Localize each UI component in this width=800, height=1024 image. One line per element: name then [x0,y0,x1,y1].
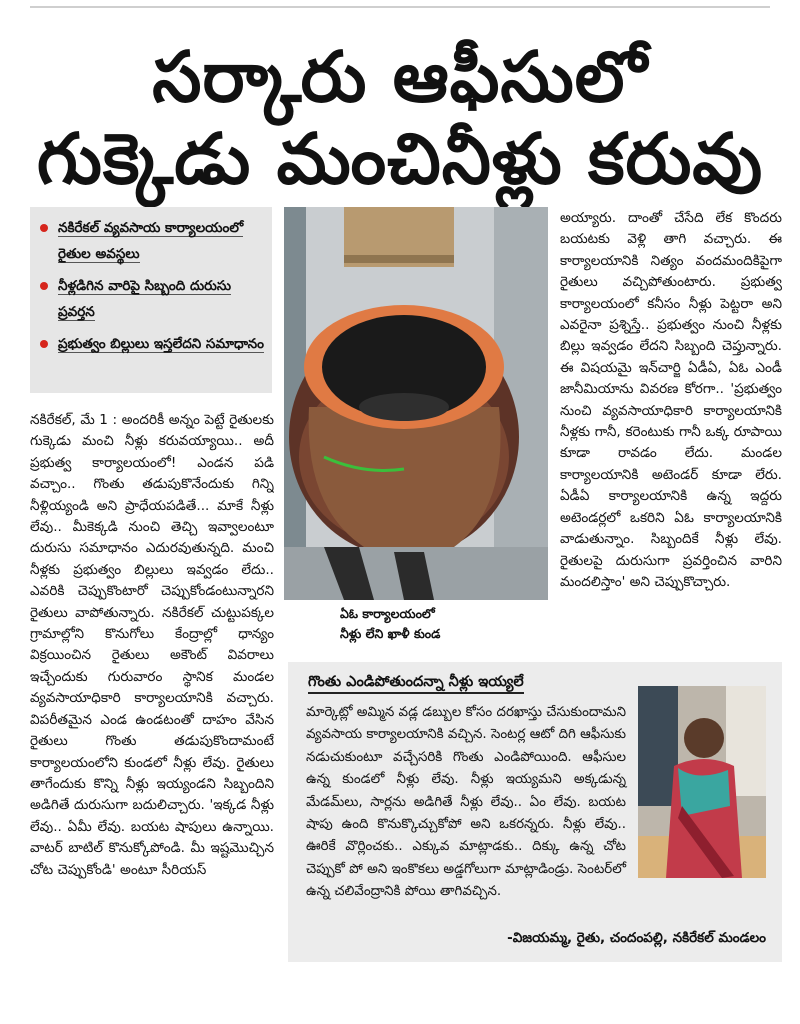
box-text [306,702,626,904]
highlight-item [36,331,266,357]
headline-line-1: సర్కారు ఆఫీసులో [152,36,648,118]
caption-line-2: నీళ్లు లేని ఖాళీ కుండ [340,626,441,641]
article-column-1 [30,410,274,968]
highlights-box [30,207,272,393]
highlight-item [36,273,266,325]
bullet-dot-icon [40,282,48,290]
caption-line-1: ఏఓ కార్యాలయంలో [340,606,435,621]
farmer-quote-box [288,662,782,962]
farmer-photo [638,686,766,878]
article-column-3 [560,208,782,648]
top-rule [30,6,770,8]
quote-text: మార్కెట్లో అమ్మిన వడ్ల డబ్బుల కోసం దరఖాస్తు చేసుకుందామని వ్యవసాయ కార్యాలయానికి వచ్చిన. సెంటర్ల ఆటో దిగి ఆఫీసుకు నడుచుకుంటూ వచ్చేసరికి గొంతు ఎండిపోయింది. ఆఫీసుల ఉన్న కుండలో నీళ్లు లేవు. నీళ్లు ఇయ్యమని అక్కడున్న మేడమ్‌లు, సార్లను అడిగితే నీళ్లు లేవు.. ఏం లేవు. బయట షాపు ఉంది కొనుక్కొచ్చుకోపో అని ఒకరన్నరు. నీళ్లు లేవు.. ఊరికే వొర్లించకు.. ఎక్కువ మాట్లాడకు.. దిక్కు ఉన్న చోట చెప్పుకో పో అని ఇంకొకలు అడ్డగోలుగా మాట్లాడిండ్రు. సెంటర్‌లో ఉన్న చలివేంద్రానికి పోయి తాగివచ్చిన. [306,705,626,900]
article-text: నకిరేకల్, మే 1 : అందరికీ అన్నం పెట్టే రైతులకు గుక్కెడు మంచి నీళ్లు కరువయ్యాయి.. అదీ ప్రభుత్వ కార్యాలయంలో! ఎండన పడి వచ్చాం.. గొంతు తడుపుకొనేందుకు గిన్ని నీళ్లియ్యండి అని ప్రాధేయపడితే... మాకే నీళ్లు లేవు.. మీకెక్కడి నుంచి తెచ్చి ఇవ్వాలంటూ దురుసు సమాధానం ఎదురవుతున్నది. మంచి నీళ్లకు ప్రభుత్వం బిల్లులు ఇవ్వడం లేదు.. ఎవరికి చెప్పుకొంటారో చెప్పుకోండంటున్నారని రైతులు వాపోతున్నారు. నకిరేకల్ చుట్టుపక్కల గ్రామాల్లోని కొనుగోలు కేంద్రాల్లో ధాన్యం విక్రయించిన రైతులు అకౌంట్ వివరాలు ఇచ్చేందుకు గురువారం స్థానిక మండల వ్యవసాయాధికారి కార్యాలయానికి వచ్చారు. విపరీతమైన ఎండ ఉండటంతో దాహం వేసిన రైతులు గొంతు తడుపుకొందామంటే కార్యాలయంలోని కుండలో నీళ్లు లేవు. రైతులు తాగేందుకు కొన్ని నీళ్లు ఇయ్యండని సిబ్బందిని అడిగితే దురుసుగా బదులిచ్చారు. 'ఇక్కడ నీళ్లు లేవు.. ఏమీ లేవు. బయట షాపులు ఉన్నాయి. వాటర్ బాటిల్ కొనుక్కోపోండి. మీ ఇష్టమొచ్చిన చోట చెప్పుకోండి' అంటూ సీరియస్ [30,412,274,878]
highlight-text: నకిరేకల్ వ్యవసాయ కార్యాలయంలో రైతుల అవస్థలు [58,220,244,262]
highlight-text: నీళ్లడిగిన వారిపై సిబ్బంది దురుసు ప్రవర్తన [58,278,231,320]
photo-caption [340,604,540,644]
clay-pot-photo [284,207,548,600]
empty-pot-image [284,207,548,600]
article-text: అయ్యారు. దాంతో చేసేది లేక కొందరు బయటకు వెళ్లి తాగి వచ్చారు. ఈ కార్యాలయానికి నిత్యం వందమందికిపైగా రైతులు వచ్చిపోతుంటారు. ప్రభుత్వ కార్యాలయంలో కనీసం నీళ్లు పెట్టరా అని ఎవరైనా ప్రశ్నిస్తే.. ప్రభుత్వం నుంచి నీళ్లకు బిల్లు ఇవ్వడం లేదని సిబ్బంది చెప్తున్నారు. ఈ విషయమై ఇన్‌చార్జి ఏడీఏ, ఏఓ ఎండీ జానీమియాను వివరణ కోరగా.. 'ప్రభుత్వం నుంచి వ్యవసాయాధికారి కార్యాలయానికి నీళ్లకు గానీ, కరెంటుకు గానీ ఒక్క రూపాయి కూడా రావడం లేదు. మండల కార్యాలయానికి అటెండర్ కూడా లేరు. ఏడీఏ కార్యాలయానికి ఉన్న ఇద్దరు అటెండర్లలో ఒకరిని ఏఓ కార్యాలయానికి వాడుతున్నాం. సిబ్బందికే నీళ్లు లేవు. రైతులపై దురుసుగా ప్రవర్తించిన వారిని మందలిస్తాం' అని చెప్పుకొచ్చారు. [560,210,782,590]
bullet-dot-icon [40,224,48,232]
box-title-text: గొంతు ఎండిపోతుందన్నా నీళ్లు ఇయ్యలే [308,674,524,694]
woman-farmer-image [638,686,766,878]
bullet-dot-icon [40,340,48,348]
highlight-item [36,215,266,267]
quote-signature: -విజయమ్మ, రైతు, చందంపల్లి, నకిరేకల్ మండలం [507,930,766,946]
highlight-text: ప్రభుత్వం బిల్లులు ఇస్తలేదని సమాధానం [58,336,264,352]
box-title [308,674,524,694]
headline-line-2: గుక్కెడు మంచినీళ్లు కరువు [36,118,764,200]
